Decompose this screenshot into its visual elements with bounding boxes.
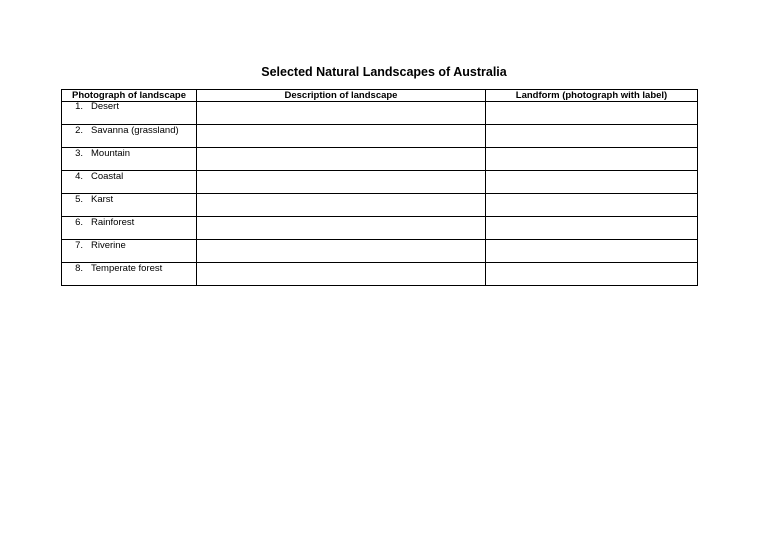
table-row [62, 171, 698, 194]
landscape-cell [62, 263, 197, 286]
table-header-row [62, 90, 698, 102]
column-header-landform: Landform (photograph with label) [486, 90, 698, 102]
landform-cell[interactable] [486, 125, 698, 148]
landscape-label: Savanna (grassland) [91, 125, 179, 136]
landscape-cell [62, 217, 197, 240]
table-row [62, 102, 698, 125]
list-number: 2. [75, 125, 83, 136]
landscape-label: Desert [91, 101, 119, 112]
list-number: 1. [75, 101, 83, 112]
landscape-label: Mountain [91, 148, 131, 159]
list-number: 3. [75, 148, 83, 159]
description-cell[interactable] [197, 148, 486, 171]
table-row [62, 148, 698, 171]
landscape-cell [62, 240, 197, 263]
description-cell[interactable] [197, 194, 486, 217]
landscape-cell [62, 148, 197, 171]
description-cell[interactable] [197, 217, 486, 240]
table-row [62, 194, 698, 217]
column-header-photograph: Photograph of landscape [62, 90, 197, 102]
landform-cell[interactable] [486, 194, 698, 217]
landscape-label: Temperate forest [91, 263, 163, 274]
landscape-cell [62, 171, 197, 194]
landform-cell[interactable] [486, 263, 698, 286]
description-cell[interactable] [197, 102, 486, 125]
landscape-cell [62, 102, 197, 125]
landscapes-table [61, 89, 698, 286]
table-row [62, 263, 698, 286]
table-row [62, 125, 698, 148]
description-cell[interactable] [197, 125, 486, 148]
landform-cell[interactable] [486, 102, 698, 125]
table-row [62, 217, 698, 240]
description-cell[interactable] [197, 263, 486, 286]
landform-cell[interactable] [486, 148, 698, 171]
landform-cell[interactable] [486, 217, 698, 240]
landscape-cell [62, 125, 197, 148]
description-cell[interactable] [197, 171, 486, 194]
landscape-label: Riverine [91, 240, 126, 251]
landscape-cell [62, 194, 197, 217]
landscape-label: Rainforest [91, 217, 135, 228]
list-number: 8. [75, 263, 83, 274]
list-number: 7. [75, 240, 83, 251]
list-number: 5. [75, 194, 83, 205]
landscape-label: Coastal [91, 171, 124, 182]
page-title: Selected Natural Landscapes of Australia [261, 65, 507, 79]
description-cell[interactable] [197, 240, 486, 263]
column-header-description: Description of landscape [197, 90, 486, 102]
list-number: 6. [75, 217, 83, 228]
landscape-label: Karst [91, 194, 114, 205]
landform-cell[interactable] [486, 171, 698, 194]
table-row [62, 240, 698, 263]
landform-cell[interactable] [486, 240, 698, 263]
list-number: 4. [75, 171, 83, 182]
